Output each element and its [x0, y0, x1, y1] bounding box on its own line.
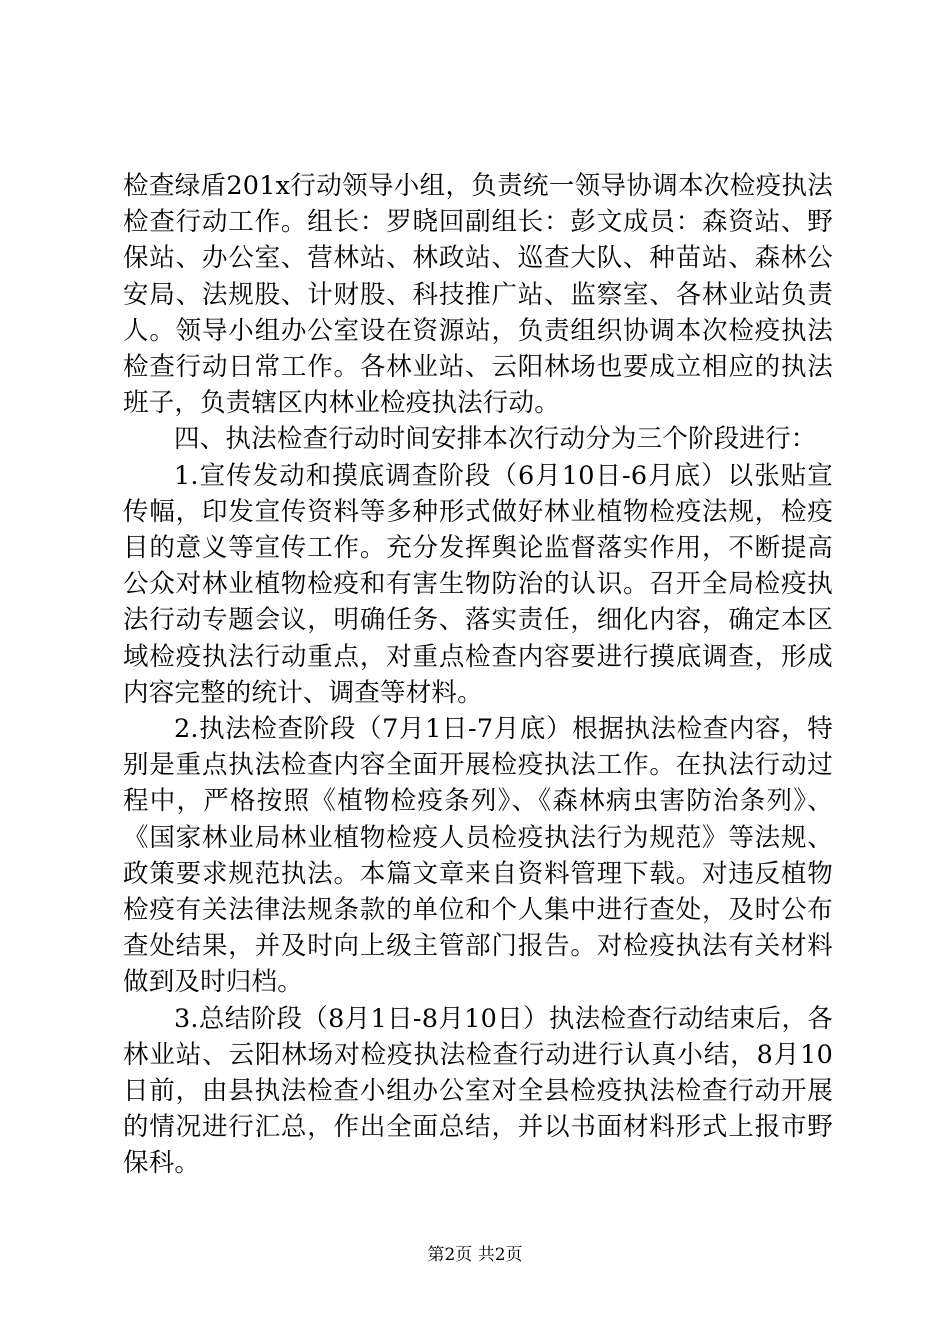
document-body: [123, 168, 833, 1182]
paragraph-stage-three: 3.总结阶段（8月1日-8月10日）执法检查行动结束后，各林业站、云阳林场对检疫执法检查行动进行认真小结，8月10日前，由县执法检查小组办公室对全县检疫执法检查行动开展的情况进行汇总，作出全面总结，并以书面材料形式上报市野保科。: [123, 1003, 833, 1179]
paragraph-schedule-heading: 四、执法检查行动时间安排本次行动分为三个阶段进行：: [174, 424, 817, 455]
paragraph-stage-one: 1.宣传发动和摸底调查阶段（6月10日-6月底）以张贴宣传幅，印发宣传资料等多种形式做好林业植物检疫法规，检疫目的意义等宣传工作。充分发挥舆论监督落实作用，不断提高公众对林业植物检疫和有害生物防治的认识。召开全局检疫执法行动专题会议，明确任务、落实责任，细化内容，确定本区域检疫执法行动重点，对重点检查内容要进行摸底调查，形成内容完整的统计、调查等材料。: [123, 460, 833, 708]
paragraph-stage-two: 2.执法检查阶段（7月1日-7月底）根据执法检查内容，特别是重点执法检查内容全面开展检疫执法工作。在执法行动过程中，严格按照《植物检疫条列》、《森林病虫害防治条列》、《国家林业局林业植物检疫人员检疫执法行为规范》等法规、政策要求规范执法。本篇文章来自资料管理下载。对违反植物检疫有关法律法规条款的单位和个人集中进行查处，及时公布查处结果，并及时向上级主管部门报告。对检疫执法有关材料做到及时归档。: [123, 714, 833, 998]
page-footer: 第2页 共2页: [427, 1245, 523, 1265]
paragraph-leading-group: 检查绿盾201x行动领导小组，负责统一领导协调本次检疫执法检查行动工作。组长：罗晓回副组长：彭文成员：森资站、野保站、办公室、营林站、林政站、巡查大队、种苗站、森林公安局、法规股、计财股、科技推广站、监察室、各林业站负责人。领导小组办公室设在资源站，负责组织协调本次检疫执法检查行动日常工作。各林业站、云阳林场也要成立相应的执法班子，负责辖区内林业检疫执法行动。: [123, 171, 833, 419]
